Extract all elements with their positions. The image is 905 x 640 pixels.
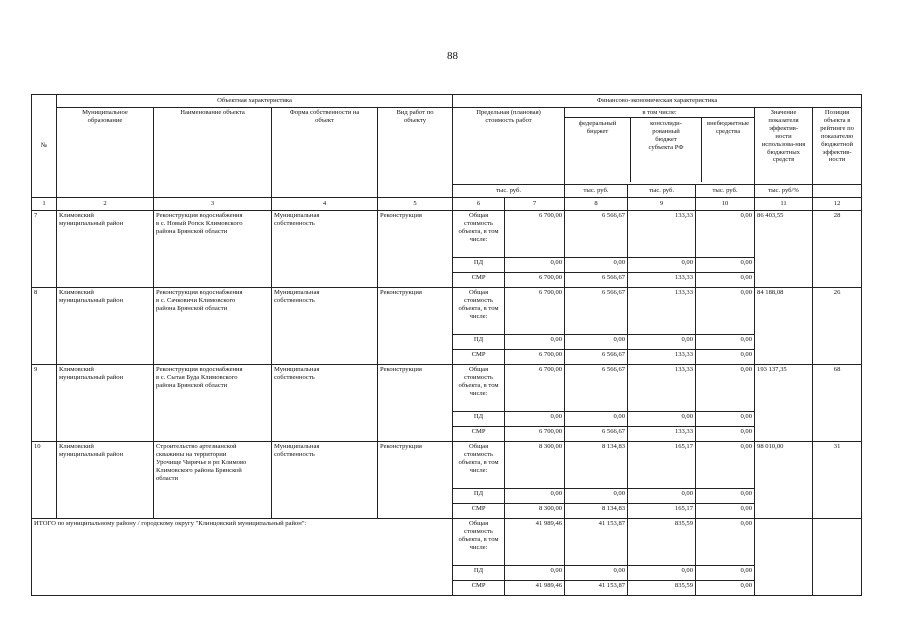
row-municipal: Климовский муниципальный район: [57, 442, 154, 519]
row-smr-extra: 0,00: [696, 427, 755, 442]
row-smr-federal: 6 566,67: [565, 350, 628, 365]
header-federal: федеральный бюджет: [565, 118, 631, 182]
row-pd-consolidated: 0,00: [628, 412, 696, 427]
row-smr-extra: 0,00: [696, 350, 755, 365]
total-efficiency: [755, 519, 813, 596]
row-total-label: Общая стоимость объекта, в том числе:: [453, 211, 505, 258]
total-cost: 41 989,46: [505, 519, 565, 566]
total-smr-label: СМР: [453, 581, 505, 596]
row-object-name: Реконструкция водоснабжения в с. Новый Ропск Климовского района Брянской области: [154, 211, 272, 288]
row-municipal: Климовский муниципальный район: [57, 365, 154, 442]
row-smr-federal: 6 566,67: [565, 273, 628, 288]
unit-extra: тыс. руб.: [696, 185, 755, 198]
row-smr-consolidated: 133,33: [628, 350, 696, 365]
row-smr-label: СМР: [453, 427, 505, 442]
row-smr-extra: 0,00: [696, 273, 755, 288]
row-total-cost: 8 300,00: [505, 442, 565, 489]
row-pd-cost: 0,00: [505, 335, 565, 350]
row-total-label: Общая стоимость объекта, в том числе:: [453, 365, 505, 412]
row-rank: 26: [813, 288, 862, 365]
row-pd-extra: 0,00: [696, 489, 755, 504]
row-num: 9: [32, 365, 57, 442]
total-rank: [813, 519, 862, 596]
total-cost-label: Общая стоимость объекта, в том числе:: [453, 519, 505, 566]
row-num: 8: [32, 288, 57, 365]
row-rank: 28: [813, 211, 862, 288]
total-pd-extra: 0,00: [696, 566, 755, 581]
row-smr-consolidated: 133,33: [628, 427, 696, 442]
total-extra: 0,00: [696, 519, 755, 566]
header-rank: Позиция объекта в рейтинге по показателю бюджетной эффектив- ности: [813, 108, 862, 185]
row-total-extra: 0,00: [696, 365, 755, 412]
total-row: [32, 519, 862, 566]
row-total-federal: 6 566,67: [565, 365, 628, 412]
row-work-type: Реконструкция: [378, 442, 453, 519]
row-ownership: Муниципальная собственность: [272, 365, 378, 442]
header-including: в том числе:: [565, 108, 754, 118]
header-consolidated: консолиди- рованный бюджет субъекта РФ: [631, 118, 702, 182]
row-total-cost: 6 700,00: [505, 365, 565, 412]
col-number: 2: [57, 198, 154, 211]
col-number: 8: [565, 198, 628, 211]
row-smr-federal: 6 566,67: [565, 427, 628, 442]
row-ownership: Муниципальная собственность: [272, 288, 378, 365]
row-smr-consolidated: 165,17: [628, 504, 696, 519]
row-smr-federal: 8 134,83: [565, 504, 628, 519]
row-pd-label: ПД: [453, 258, 505, 273]
header-efficiency: Значение показателя эффектив- ности использова-ния бюджетных средств: [755, 108, 813, 185]
total-smr-cost: 41 989,46: [505, 581, 565, 596]
header-row-2: [32, 108, 862, 185]
header-row-1: [32, 95, 862, 108]
row-pd-consolidated: 0,00: [628, 489, 696, 504]
col-number: 11: [755, 198, 813, 211]
row-total-consolidated: 165,17: [628, 442, 696, 489]
header-financial-characteristic: Финансово-экономическая характеристика: [453, 95, 862, 108]
row-smr-label: СМР: [453, 504, 505, 519]
row-efficiency: 193 137,35: [755, 365, 813, 442]
unit-efficiency: тыс. руб/%: [755, 185, 813, 198]
total-smr-federal: 41 153,87: [565, 581, 628, 596]
row-total-consolidated: 133,33: [628, 211, 696, 258]
row-pd-label: ПД: [453, 335, 505, 350]
row-total-extra: 0,00: [696, 288, 755, 335]
row-pd-consolidated: 0,00: [628, 258, 696, 273]
header-ownership: Форма собственности на объект: [272, 108, 378, 198]
col-number: 9: [628, 198, 696, 211]
financial-table: [31, 94, 862, 596]
col-number: 7: [505, 198, 565, 211]
row-total-consolidated: 133,33: [628, 365, 696, 412]
row-pd-federal: 0,00: [565, 412, 628, 427]
total-smr-extra: 0,00: [696, 581, 755, 596]
header-object-name: Наименование объекта: [154, 108, 272, 198]
row-rank: 68: [813, 365, 862, 442]
row-pd-extra: 0,00: [696, 335, 755, 350]
total-pd-label: ПД: [453, 566, 505, 581]
col-number: 12: [813, 198, 862, 211]
row-pd-federal: 0,00: [565, 489, 628, 504]
col-number: 10: [696, 198, 755, 211]
col-number: 3: [154, 198, 272, 211]
row-smr-consolidated: 133,33: [628, 273, 696, 288]
row-num: 7: [32, 211, 57, 288]
header-including-block: [565, 108, 755, 185]
row-total-label: Общая стоимость объекта, в том числе:: [453, 288, 505, 335]
row-ownership: Муниципальная собственность: [272, 211, 378, 288]
row-total-federal: 8 134,83: [565, 442, 628, 489]
header-municipal: Муниципальное образование: [57, 108, 154, 198]
total-pd-consolidated: 0,00: [628, 566, 696, 581]
row-work-type: Реконструкция: [378, 365, 453, 442]
row-pd-extra: 0,00: [696, 412, 755, 427]
row-pd-cost: 0,00: [505, 489, 565, 504]
row-pd-extra: 0,00: [696, 258, 755, 273]
row-efficiency: 86 403,55: [755, 211, 813, 288]
row-smr-cost: 6 700,00: [505, 427, 565, 442]
row-work-type: Реконструкция: [378, 288, 453, 365]
row-municipal: Климовский муниципальный район: [57, 288, 154, 365]
row-total-label: Общая стоимость объекта, в том числе:: [453, 442, 505, 489]
table-row: [32, 288, 862, 335]
row-total-extra: 0,00: [696, 442, 755, 489]
header-num: №: [32, 95, 57, 198]
row-pd-consolidated: 0,00: [628, 335, 696, 350]
row-total-extra: 0,00: [696, 211, 755, 258]
unit-federal: тыс. руб.: [565, 185, 628, 198]
col-number: 4: [272, 198, 378, 211]
row-smr-cost: 6 700,00: [505, 350, 565, 365]
row-efficiency: 98 010,00: [755, 442, 813, 519]
row-pd-label: ПД: [453, 412, 505, 427]
col-number: 1: [32, 198, 57, 211]
total-smr-consolidated: 835,59: [628, 581, 696, 596]
header-object-characteristic: Объектная характеристика: [57, 95, 453, 108]
table-row: [32, 211, 862, 258]
row-work-type: Реконструкция: [378, 211, 453, 288]
row-pd-federal: 0,00: [565, 258, 628, 273]
unit-consolidated: тыс. руб.: [628, 185, 696, 198]
row-smr-extra: 0,00: [696, 504, 755, 519]
total-pd-federal: 0,00: [565, 566, 628, 581]
row-pd-cost: 0,00: [505, 412, 565, 427]
row-efficiency: 84 188,08: [755, 288, 813, 365]
row-smr-label: СМР: [453, 350, 505, 365]
row-pd-cost: 0,00: [505, 258, 565, 273]
row-total-consolidated: 133,33: [628, 288, 696, 335]
total-federal: 41 153,87: [565, 519, 628, 566]
total-label: ИТОГО по муниципальному району / городскому округу "Клинцовский муниципальный район":: [32, 519, 453, 596]
table-row: [32, 365, 862, 412]
row-total-federal: 6 566,67: [565, 288, 628, 335]
row-municipal: Климовский муниципальный район: [57, 211, 154, 288]
unit-max-cost: тыс. руб.: [453, 185, 565, 198]
header-work-type: Вид работ по объекту: [378, 108, 453, 198]
unit-rank: [813, 185, 862, 198]
header-max-cost: Предельная (плановая) стоимость работ: [453, 108, 565, 185]
page-number: 88: [447, 50, 458, 62]
col-number: 5: [378, 198, 453, 211]
header-extra-budget: внебюджетные средства: [707, 120, 750, 135]
column-numbers-row: [32, 198, 862, 211]
row-pd-label: ПД: [453, 489, 505, 504]
row-total-federal: 6 566,67: [565, 211, 628, 258]
row-total-cost: 6 700,00: [505, 211, 565, 258]
col-number: 6: [453, 198, 505, 211]
row-total-cost: 6 700,00: [505, 288, 565, 335]
row-object-name: Реконструкция водоснабжения в с. Сачковичи Климовского района Брянской области: [154, 288, 272, 365]
row-pd-federal: 0,00: [565, 335, 628, 350]
row-object-name: Реконструкция водоснабжения в с. Сытая Буда Климовского района Брянской области: [154, 365, 272, 442]
row-num: 10: [32, 442, 57, 519]
row-smr-cost: 8 300,00: [505, 504, 565, 519]
total-pd-cost: 0,00: [505, 566, 565, 581]
row-rank: 31: [813, 442, 862, 519]
total-consolidated: 835,59: [628, 519, 696, 566]
table-row: [32, 442, 862, 489]
row-object-name: Строительство артезианской скважины на территории Урочище Чирячье в рп Климово Климовского района Брянской области: [154, 442, 272, 519]
row-ownership: Муниципальная собственность: [272, 442, 378, 519]
row-smr-label: СМР: [453, 273, 505, 288]
row-smr-cost: 6 700,00: [505, 273, 565, 288]
